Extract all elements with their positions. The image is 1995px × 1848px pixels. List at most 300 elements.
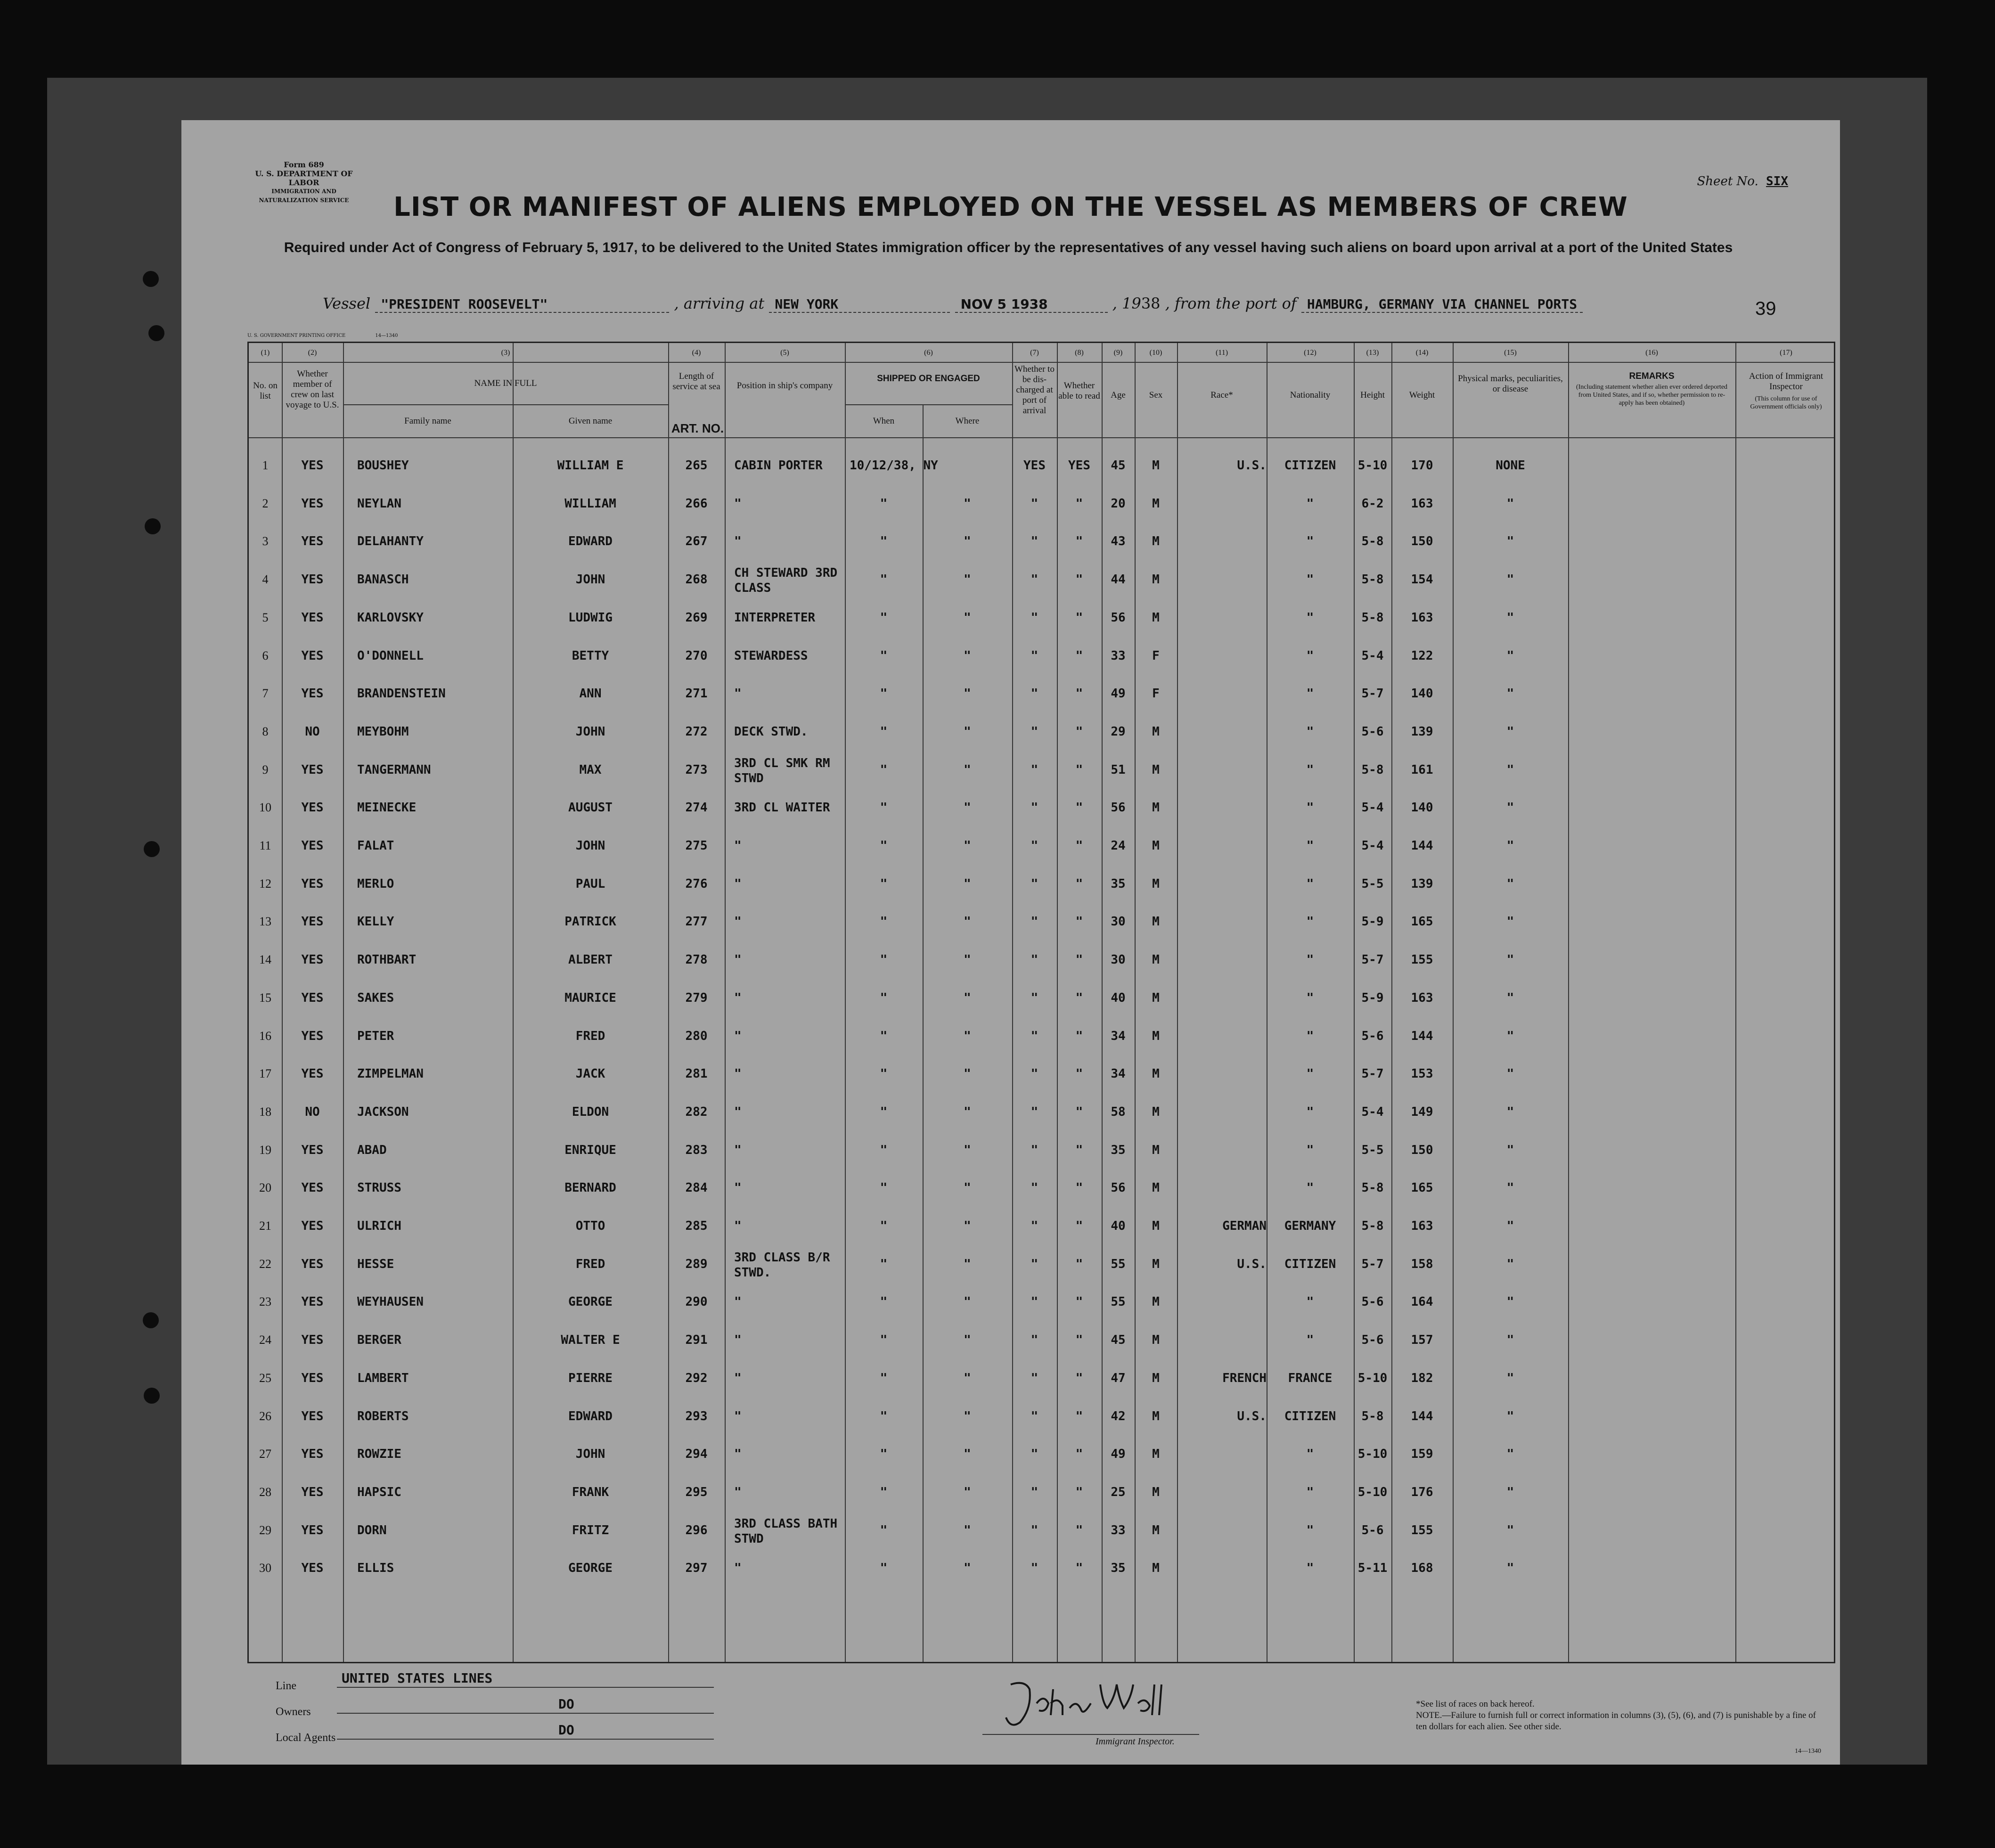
cell-height: 5-8 — [1361, 1219, 1384, 1233]
cell-family: ROTHBART — [357, 953, 417, 967]
cell-position: " — [734, 1447, 742, 1461]
cell-position: " — [734, 1295, 742, 1309]
cell-physical: " — [1506, 1523, 1514, 1537]
cell-age: 58 — [1111, 1105, 1126, 1119]
cell-weight: 163 — [1411, 991, 1433, 1005]
cell-when: " — [880, 801, 888, 815]
cell-height: 5-8 — [1361, 572, 1384, 587]
cell-given: ANN — [579, 687, 602, 701]
cell-member: YES — [301, 763, 324, 777]
cell-given: ENRIQUE — [564, 1143, 616, 1157]
cell-where: " — [964, 1181, 971, 1195]
crew-row — [249, 485, 1834, 523]
crew-row — [249, 637, 1834, 675]
cell-when: " — [880, 877, 888, 891]
cell-nationality: " — [1306, 1333, 1314, 1347]
cell-nationality: " — [1306, 687, 1314, 701]
cell-discharged: " — [1030, 572, 1038, 587]
cell-member: YES — [301, 915, 324, 929]
cell-read: " — [1075, 839, 1083, 853]
cell-height: 5-8 — [1361, 534, 1384, 548]
header-no-on-list: No. on list — [253, 381, 278, 401]
owners-value: DO — [558, 1696, 574, 1712]
sheet-number — [1697, 174, 1789, 188]
cell-where: " — [964, 1485, 971, 1499]
cell-nationality: " — [1306, 839, 1314, 853]
cell-member: YES — [301, 991, 324, 1005]
cell-family: ABAD — [357, 1143, 387, 1157]
cell-age: 24 — [1111, 839, 1126, 853]
punch-hole — [143, 271, 159, 287]
cell-weight: 161 — [1411, 763, 1433, 777]
cell-no: 11 — [259, 839, 271, 852]
cell-art: 272 — [685, 725, 708, 739]
cell-discharged: YES — [1023, 458, 1046, 473]
document-title: LIST OR MANIFEST OF ALIENS EMPLOYED ON THE VESSEL AS MEMBERS OF CREW — [393, 192, 1628, 222]
cell-read: " — [1075, 1409, 1083, 1423]
header-discharged: Whether to be dis-charged at port of arrival — [1014, 364, 1055, 416]
cell-member: YES — [301, 1447, 324, 1461]
penalty-note: NOTE.—Failure to furnish full or correct information in columns (3), (5), (6), and (7) is punishable by a fine of ten dollars for each alien. See other side. — [1416, 1710, 1816, 1732]
cell-when: " — [880, 1485, 888, 1499]
cell-height: 5-8 — [1361, 1409, 1384, 1423]
cell-read: " — [1075, 915, 1083, 929]
cell-nationality: " — [1306, 649, 1314, 663]
cell-family: JACKSON — [357, 1105, 409, 1119]
cell-sex: M — [1152, 1371, 1160, 1385]
cell-given: JOHN — [575, 839, 605, 853]
cell-nationality: " — [1306, 1447, 1314, 1461]
manifest-sheet — [181, 120, 1840, 1765]
cell-where: " — [964, 953, 971, 967]
cell-no: 26 — [259, 1409, 271, 1423]
cell-art: 277 — [685, 915, 708, 929]
cell-position: " — [734, 497, 742, 511]
crew-table — [247, 342, 1835, 1663]
cell-when: " — [880, 1447, 888, 1461]
cell-position: " — [734, 991, 742, 1005]
cell-where: " — [964, 572, 971, 587]
cell-height: 5-6 — [1361, 1523, 1384, 1537]
cell-nationality: " — [1306, 725, 1314, 739]
cell-discharged: " — [1030, 1371, 1038, 1385]
form-number: Form 689 — [284, 160, 324, 169]
cell-height: 5-10 — [1357, 1485, 1388, 1499]
cell-physical: " — [1506, 534, 1514, 548]
cell-position: INTERPRETER — [734, 611, 816, 625]
cell-given: OTTO — [575, 1219, 605, 1233]
cell-position: " — [734, 839, 742, 853]
cell-age: 30 — [1111, 915, 1126, 929]
cell-when: " — [880, 1067, 888, 1081]
cell-discharged: " — [1030, 953, 1038, 967]
cell-nationality: CITIZEN — [1284, 1257, 1336, 1271]
cell-member: YES — [301, 572, 324, 587]
cell-age: 40 — [1111, 991, 1126, 1005]
header-name-in-full: NAME IN FULL — [474, 378, 537, 388]
cell-member: YES — [301, 877, 324, 891]
cell-where: " — [964, 1295, 971, 1309]
cell-family: BOUSHEY — [357, 458, 409, 473]
cell-height: 5-6 — [1361, 1295, 1384, 1309]
cell-position: " — [734, 1333, 742, 1347]
cell-weight: 139 — [1411, 877, 1433, 891]
cell-when: " — [880, 687, 888, 701]
cell-member: YES — [301, 1257, 324, 1271]
cell-member: YES — [301, 458, 324, 473]
cell-discharged: " — [1030, 839, 1038, 853]
cell-when: " — [880, 1105, 888, 1119]
cell-position: " — [734, 1105, 742, 1119]
cell-physical: " — [1506, 991, 1514, 1005]
header-when: When — [873, 416, 895, 426]
cell-weight: 164 — [1411, 1295, 1433, 1309]
col-num-11: (11) — [1215, 349, 1228, 357]
cell-no: 9 — [262, 763, 269, 777]
cell-art: 269 — [685, 611, 708, 625]
cell-member: YES — [301, 1333, 324, 1347]
cell-weight: 170 — [1411, 458, 1433, 473]
crew-row — [249, 1549, 1834, 1587]
cell-weight: 155 — [1411, 1523, 1433, 1537]
cell-sex: M — [1152, 572, 1160, 587]
footer-form-code: 14—1340 — [1795, 1748, 1821, 1755]
col-num-6: (6) — [924, 349, 933, 357]
cell-no: 15 — [259, 991, 271, 1005]
cell-position: " — [734, 1067, 742, 1081]
crew-row — [249, 675, 1834, 712]
cell-position: " — [734, 1219, 742, 1233]
cell-age: 55 — [1111, 1295, 1126, 1309]
cell-position: " — [734, 1143, 742, 1157]
cell-physical: " — [1506, 687, 1514, 701]
cell-height: 5-11 — [1357, 1561, 1388, 1575]
cell-member: YES — [301, 1295, 324, 1309]
header-remarks-note: (Including statement whether alien ever ordered deported from United States, and if so, whether permission to re-apply has been obtained) — [1576, 384, 1728, 407]
header-position: Position in ship's company — [736, 381, 833, 391]
cell-given: ELDON — [572, 1105, 609, 1119]
cell-given: EDWARD — [568, 534, 613, 548]
cell-read: " — [1075, 953, 1083, 967]
cell-where: " — [964, 1105, 971, 1119]
cell-given: MAX — [579, 763, 602, 777]
cell-art: 278 — [685, 953, 708, 967]
cell-member: NO — [305, 1105, 320, 1119]
crew-row — [249, 1245, 1834, 1283]
cell-art: 274 — [685, 801, 708, 815]
cell-height: 5-7 — [1361, 687, 1384, 701]
cell-art: 290 — [685, 1295, 708, 1309]
cell-weight: 154 — [1411, 572, 1433, 587]
cell-family: WEYHAUSEN — [357, 1295, 424, 1309]
header-remarks: REMARKS — [1629, 371, 1675, 381]
cell-read: " — [1075, 497, 1083, 511]
crew-row — [249, 1207, 1834, 1245]
cell-physical: " — [1506, 763, 1514, 777]
cell-given: PIERRE — [568, 1371, 613, 1385]
cell-art: 279 — [685, 991, 708, 1005]
cell-physical: " — [1506, 915, 1514, 929]
cell-weight: 158 — [1411, 1257, 1433, 1271]
cell-no: 20 — [259, 1181, 271, 1194]
line-value: UNITED STATES LINES — [342, 1670, 493, 1686]
cell-family: NEYLAN — [357, 497, 401, 511]
cell-member: YES — [301, 687, 324, 701]
header-age: Age — [1111, 390, 1126, 400]
cell-family: ROBERTS — [357, 1409, 409, 1423]
cell-discharged: " — [1030, 1333, 1038, 1347]
year-label: , 19 — [1112, 294, 1141, 312]
cell-given: MAURICE — [564, 991, 616, 1005]
gpo-text: U. S. GOVERNMENT PRINTING OFFICE — [247, 333, 346, 338]
cell-member: YES — [301, 1409, 324, 1423]
cell-height: 5-5 — [1361, 877, 1384, 891]
cell-sex: M — [1152, 1333, 1160, 1347]
arriving-label: , arriving at — [674, 294, 765, 312]
cell-nationality: FRANCE — [1288, 1371, 1333, 1385]
cell-family: MEYBOHM — [357, 725, 409, 739]
cell-no: 19 — [259, 1143, 271, 1157]
cell-when: " — [880, 1257, 888, 1271]
header-family-name: Family name — [404, 416, 451, 426]
cell-weight: 153 — [1411, 1067, 1433, 1081]
header-race: Race* — [1210, 390, 1233, 400]
col-num-3: (3) — [501, 349, 510, 357]
cell-when: " — [880, 649, 888, 663]
cell-family: LAMBERT — [357, 1371, 409, 1385]
cell-age: 55 — [1111, 1257, 1126, 1271]
cell-art: 271 — [685, 687, 708, 701]
cell-discharged: " — [1030, 1067, 1038, 1081]
cell-sex: M — [1152, 497, 1160, 511]
cell-where: " — [964, 839, 971, 853]
cell-nationality: " — [1306, 915, 1314, 929]
cell-height: 5-8 — [1361, 1181, 1384, 1195]
cell-where: " — [964, 1409, 971, 1423]
col-num-14: (14) — [1415, 349, 1429, 357]
cell-physical: " — [1506, 1485, 1514, 1499]
cell-position: STEWARDESS — [734, 649, 808, 663]
arrival-date: NOV 5 1938 — [955, 296, 1108, 313]
cell-where: " — [964, 1219, 971, 1233]
cell-height: 5-8 — [1361, 763, 1384, 777]
crew-row — [249, 1055, 1834, 1093]
cell-art: 282 — [685, 1105, 708, 1119]
cell-art: 293 — [685, 1409, 708, 1423]
cell-sex: M — [1152, 1181, 1160, 1195]
cell-nationality: " — [1306, 1561, 1314, 1575]
cell-member: YES — [301, 1371, 324, 1385]
cell-no: 6 — [262, 649, 269, 662]
crew-row — [249, 1435, 1834, 1473]
cell-when: " — [880, 991, 888, 1005]
cell-member: YES — [301, 1219, 324, 1233]
cell-age: 49 — [1111, 1447, 1126, 1461]
cell-age: 56 — [1111, 801, 1126, 815]
col-num-7: (7) — [1030, 349, 1039, 357]
cell-when: " — [880, 497, 888, 511]
cell-nationality: " — [1306, 1067, 1314, 1081]
cell-art: 273 — [685, 763, 708, 777]
header-weight: Weight — [1409, 390, 1435, 400]
cell-discharged: " — [1030, 1523, 1038, 1537]
col-num-17: (17) — [1780, 349, 1792, 357]
cell-family: STRUSS — [357, 1181, 401, 1195]
cell-physical: " — [1506, 572, 1514, 587]
cell-discharged: " — [1030, 1181, 1038, 1195]
cell-discharged: " — [1030, 1257, 1038, 1271]
cell-when: " — [880, 1561, 888, 1575]
crew-row — [249, 1131, 1834, 1169]
cell-no: 29 — [259, 1523, 271, 1537]
cell-art: 265 — [685, 458, 708, 473]
cell-family: ZIMPELMAN — [357, 1067, 424, 1081]
cell-when: " — [880, 953, 888, 967]
crew-row — [249, 903, 1834, 940]
cell-when: " — [880, 915, 888, 929]
cell-given: JOHN — [575, 725, 605, 739]
cell-family: KARLOVSKY — [357, 611, 424, 625]
punch-hole — [143, 1312, 159, 1328]
cell-age: 30 — [1111, 953, 1126, 967]
cell-discharged: " — [1030, 1447, 1038, 1461]
header-art-no: ART. NO. — [671, 421, 724, 435]
cell-sex: M — [1152, 915, 1160, 929]
cell-physical: " — [1506, 1257, 1514, 1271]
manifest-footer — [247, 1670, 1835, 1760]
cell-given: FRED — [575, 1257, 605, 1271]
cell-physical: " — [1506, 1105, 1514, 1119]
cell-position: " — [734, 1371, 742, 1385]
cell-read: " — [1075, 1523, 1083, 1537]
cell-read: " — [1075, 1561, 1083, 1575]
cell-weight: 163 — [1411, 497, 1433, 511]
cell-when: " — [880, 1409, 888, 1423]
cell-nationality: " — [1306, 1295, 1314, 1309]
cell-weight: 144 — [1411, 839, 1433, 853]
cell-read: YES — [1068, 458, 1090, 473]
cell-family: BANASCH — [357, 572, 409, 587]
cell-where: " — [964, 1561, 971, 1575]
cell-race: GERMAN — [1222, 1219, 1267, 1233]
cell-age: 56 — [1111, 1181, 1126, 1195]
crew-row — [249, 827, 1834, 865]
cell-no: 22 — [259, 1257, 271, 1271]
cell-weight: 122 — [1411, 649, 1433, 663]
cell-member: YES — [301, 1143, 324, 1157]
cell-given: JACK — [575, 1067, 605, 1081]
punch-hole — [145, 518, 161, 534]
cell-height: 5-5 — [1361, 1143, 1384, 1157]
col-num-9: (9) — [1113, 349, 1123, 357]
cell-no: 23 — [259, 1295, 271, 1308]
cell-read: " — [1075, 763, 1083, 777]
cell-discharged: " — [1030, 1105, 1038, 1119]
cell-position: " — [734, 915, 742, 929]
cell-where: " — [964, 611, 971, 625]
cell-no: 4 — [262, 572, 269, 586]
cell-discharged: " — [1030, 991, 1038, 1005]
document-subtitle: Required under Act of Congress of February 5, 1917, to be delivered to the United States immigration officer by the representatives of any vessel having such aliens on board upon arrival at a port of the United States — [284, 240, 1733, 255]
cell-physical: " — [1506, 649, 1514, 663]
cell-art: 284 — [685, 1181, 708, 1195]
cell-art: 285 — [685, 1219, 708, 1233]
cell-nationality: CITIZEN — [1284, 1409, 1336, 1423]
agents-value: DO — [558, 1722, 574, 1738]
cell-sex: M — [1152, 801, 1160, 815]
cell-nationality: " — [1306, 497, 1314, 511]
cell-sex: M — [1152, 1029, 1160, 1043]
cell-height: 5-4 — [1361, 1105, 1384, 1119]
crew-row — [249, 1283, 1834, 1321]
cell-sex: M — [1152, 1143, 1160, 1157]
cell-member: YES — [301, 801, 324, 815]
cell-age: 45 — [1111, 1333, 1126, 1347]
cell-family: PETER — [357, 1029, 394, 1043]
cell-weight: 163 — [1411, 611, 1433, 625]
cell-age: 47 — [1111, 1371, 1126, 1385]
cell-when: 10/12/38, NY — [850, 458, 938, 473]
cell-family: HESSE — [357, 1257, 394, 1271]
vessel-label: Vessel — [323, 294, 371, 312]
cell-art: 276 — [685, 877, 708, 891]
cell-physical: " — [1506, 953, 1514, 967]
crew-row — [249, 979, 1834, 1017]
cell-sex: M — [1152, 1105, 1160, 1119]
cell-where: " — [964, 725, 971, 739]
cell-age: 33 — [1111, 1523, 1126, 1537]
cell-no: 10 — [259, 801, 271, 814]
col-num-8: (8) — [1075, 349, 1084, 357]
cell-weight: 140 — [1411, 687, 1433, 701]
cell-no: 25 — [259, 1371, 271, 1385]
cell-no: 8 — [262, 725, 269, 738]
cell-weight: 176 — [1411, 1485, 1433, 1499]
cell-weight: 144 — [1411, 1029, 1433, 1043]
cell-where: " — [964, 877, 971, 891]
cell-position: DECK STWD. — [734, 725, 808, 739]
cell-weight: 165 — [1411, 1181, 1433, 1195]
crew-row — [249, 1473, 1834, 1511]
cell-race: U.S. — [1237, 458, 1267, 473]
cell-nationality: " — [1306, 877, 1314, 891]
header-able-read: Whether able to read — [1058, 381, 1100, 401]
cell-member: YES — [301, 1029, 324, 1043]
cell-art: 267 — [685, 534, 708, 548]
cell-read: " — [1075, 1029, 1083, 1043]
cell-member: YES — [301, 953, 324, 967]
cell-physical: " — [1506, 725, 1514, 739]
cell-sex: M — [1152, 725, 1160, 739]
cell-discharged: " — [1030, 649, 1038, 663]
inspector-signature — [992, 1670, 1190, 1732]
cell-height: 5-4 — [1361, 801, 1384, 815]
cell-family: MERLO — [357, 877, 394, 891]
cell-position: CH STEWARD 3RD CLASS — [734, 566, 838, 595]
col-num-10: (10) — [1149, 349, 1162, 357]
cell-where: " — [964, 801, 971, 815]
crew-row — [249, 1398, 1834, 1435]
cell-given: GEORGE — [568, 1561, 613, 1575]
cell-weight: 157 — [1411, 1333, 1433, 1347]
cell-weight: 159 — [1411, 1447, 1433, 1461]
header-nationality: Nationality — [1290, 390, 1331, 400]
cell-read: " — [1075, 991, 1083, 1005]
cell-nationality: " — [1306, 801, 1314, 815]
cell-age: 43 — [1111, 534, 1126, 548]
cell-discharged: " — [1030, 1409, 1038, 1423]
col-num-1: (1) — [261, 349, 270, 357]
